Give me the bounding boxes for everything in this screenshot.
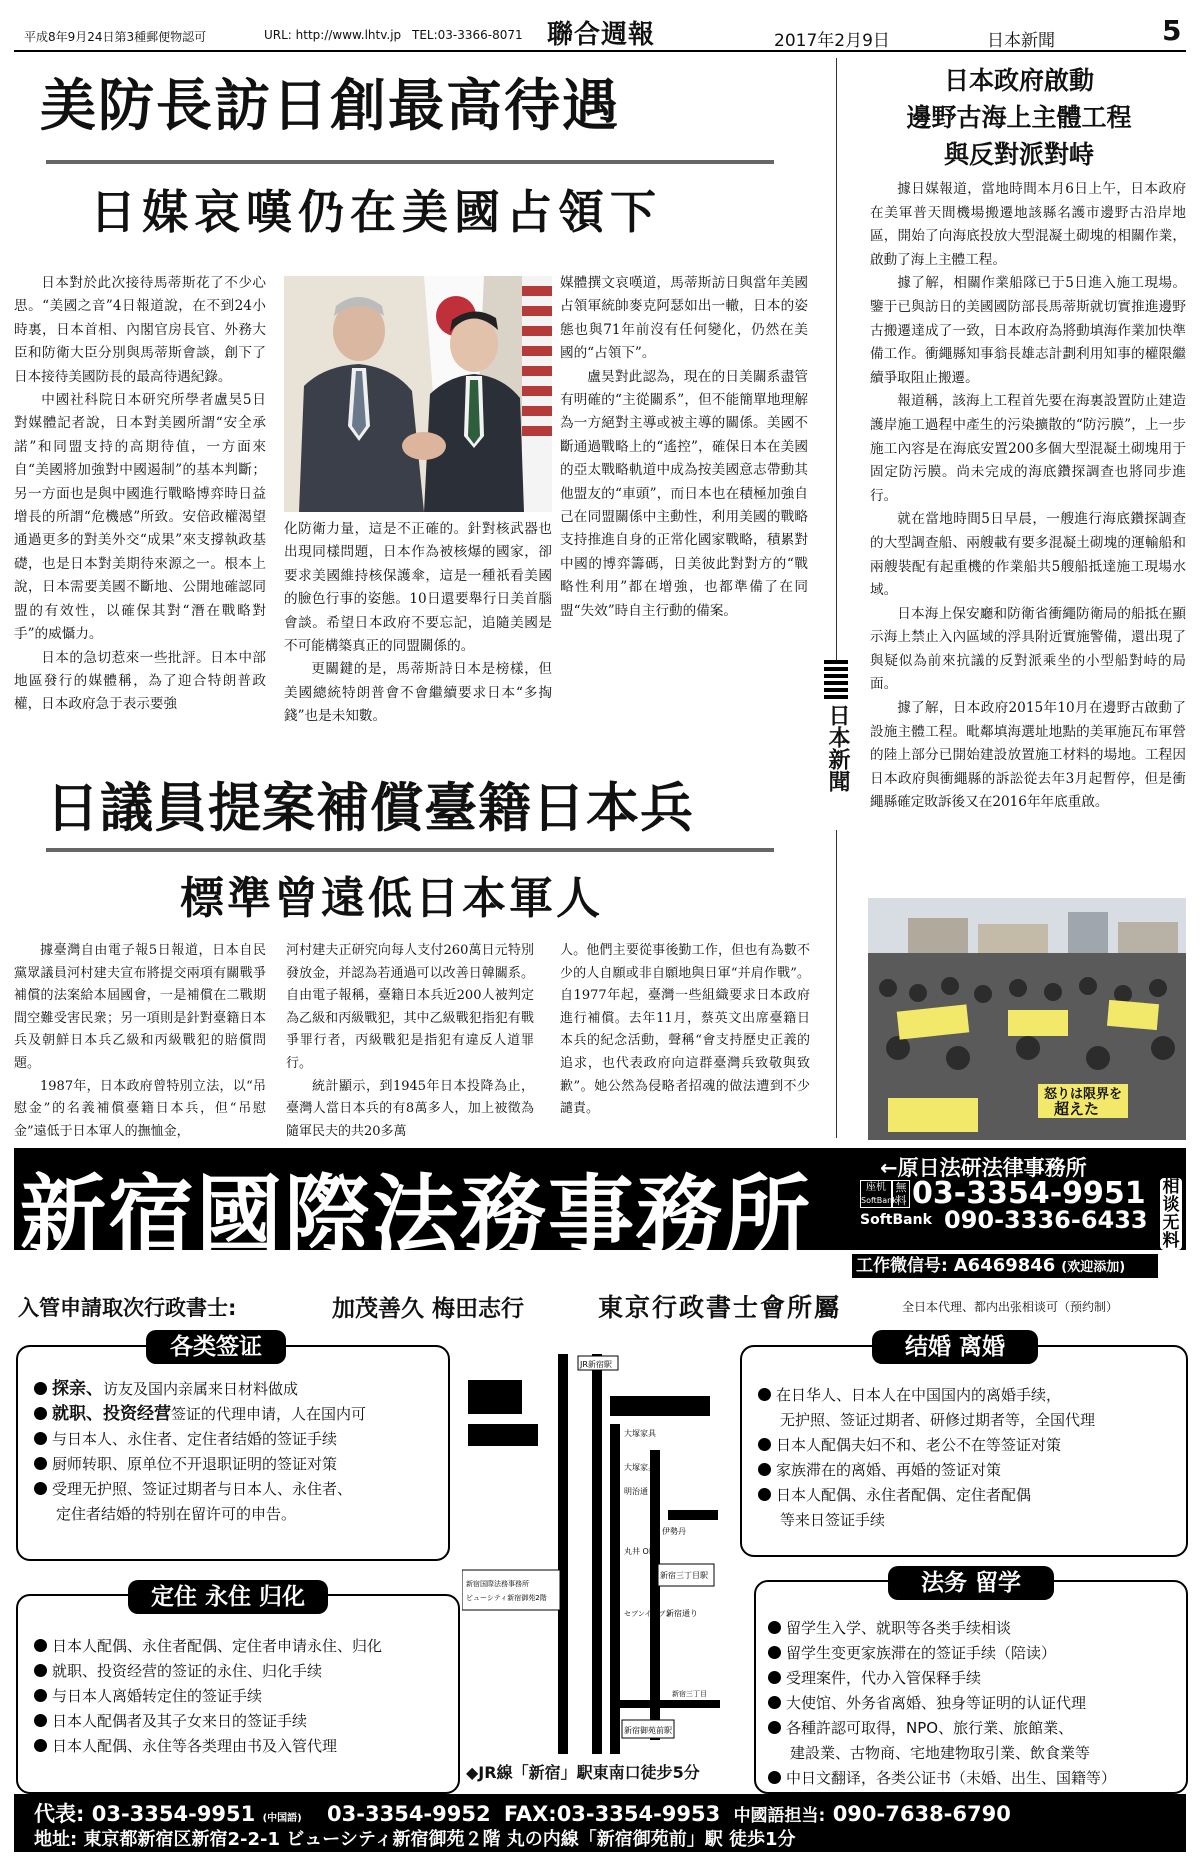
cn-phone[interactable]: 090-7638-6790	[832, 1802, 1011, 1826]
service-item-text: 日本人配偶、永住者配偶、定住者配偶	[776, 1486, 1032, 1504]
headline-rule	[46, 848, 774, 852]
association: 東京行政書士會所屬	[598, 1293, 842, 1322]
service-box-residence	[16, 1594, 460, 1794]
footer-address: 地址: 東京都新宿区新宿2-2-1 ビューシティ新宿御苑２階 丸の内線「新宿御苑前」駅 徒歩1分	[34, 1829, 796, 1850]
service-item-bold: 就职、投资经营	[52, 1404, 171, 1424]
legal-list	[768, 1616, 1116, 1791]
service-item	[34, 1709, 382, 1734]
service-item-text: 厨师转职、原单位不开退职证明的签证对策	[52, 1455, 338, 1473]
service-item	[768, 1691, 1116, 1716]
free-consult-badge: 相谈无料	[1160, 1178, 1182, 1250]
ad-main-title: 新宿國際法務事務所	[20, 1165, 812, 1266]
service-item-text: 建設業、古物商、宅地建物取引業、飲食業等	[790, 1744, 1091, 1762]
visa-list	[34, 1377, 366, 1527]
rep-label: 代表:	[34, 1802, 85, 1826]
rep-note: (中国語)	[262, 1813, 302, 1824]
service-item-text: 受理案件，代办入管保释手续	[786, 1669, 982, 1687]
paragraph: 據了解，日本政府2015年10月在邊野古啟動了設施主體工程。毗鄰填海選址地點的美軍施瓦布軍營的陸上部分已開始建設放置施工材料的場地。工程因日本政府與衝繩縣的訴訟從去年3月起暫停，但是衝繩縣確定敗訴後又在2016年年底重啟。	[870, 700, 1186, 811]
headline-line: 邊野古海上主體工程	[906, 103, 1132, 132]
ad-phone2-label: SoftBank	[860, 1212, 932, 1228]
service-item-text: 与日本人、永住者、定住者结婚的签证手续	[52, 1430, 338, 1448]
map-label: 大塚家具	[624, 1463, 656, 1472]
paragraph: 中國社科院日本研究所學者盧昊5日對媒體記者說，日本對美國所謂“安全承諾”和同盟支持的高期待值，一方面來自“美國將加強對中國遏制”的基本判斷；另一方面也是與中國進行戰略博弈時日益增長的所謂“危機感”所致。安倍政權渴望通過更多的對美外交“成果”來支撐執政基礎，也是日本對美期待來源之一。根本上說，日本需要美國不斷地、公開地確認同盟的有效性，以確保其對“潛在戰略對手”的威懾力。	[14, 392, 266, 643]
service-item-text: 与日本人离婚转定住的签证手续	[52, 1687, 263, 1705]
service-box-legal	[754, 1580, 1188, 1794]
article2-col2	[286, 940, 534, 1140]
service-item	[758, 1433, 1095, 1458]
service-item-text: 大使馆、外务省离婚、独身等证明的认证代理	[786, 1694, 1087, 1712]
bullet-icon	[34, 1664, 47, 1677]
map-label: ビューシティ新宿御苑2階	[466, 1594, 547, 1602]
service-item-text: 家族滞在的离婚、再婚的签证对策	[776, 1461, 1002, 1479]
map-label: 新宿三丁目駅	[660, 1571, 708, 1580]
headline-rule	[46, 160, 774, 164]
paragraph: 據了解，相關作業船隊已于5日進入施工現場。鑒于已與訪日的美國國防部長馬蒂斯就切實推進邊野古搬遷達成了一致，日本政府為將動填海作業加快準備工作。衝繩縣知事翁長雄志計劃利用知事的權限繼續爭取阻止搬遷。	[870, 275, 1186, 386]
bullet-icon	[34, 1457, 47, 1470]
ad-prev-name: ←原日法研法律事務所	[880, 1156, 1087, 1180]
bullet-icon	[34, 1639, 47, 1652]
newspaper-header	[14, 10, 1186, 52]
service-item	[34, 1659, 382, 1684]
service-item-text: 中日文翻译，各类公证书（未婚、出生、国籍等）	[786, 1769, 1117, 1787]
residence-list	[34, 1634, 382, 1759]
map-label: 新宿三丁目	[672, 1690, 707, 1698]
license-text: 平成8年9月24日第3種郵便物認可	[24, 30, 207, 44]
service-item-text: 日本人配偶、永住者配偶、定住者申请永住、归化	[52, 1637, 383, 1655]
bullet-icon	[34, 1407, 47, 1420]
section-side-text: 日本新聞	[825, 704, 850, 792]
phone-tag	[860, 1180, 897, 1208]
service-item	[34, 1452, 366, 1477]
paragraph: 日本對於此次接待馬蒂斯花了不少心思。“美國之音”4日報道說，在不到24小時裏，日本首相、內閣官房長官、外務大臣和防衛大臣分別與馬蒂斯會談，創下了日本接待美國防長的最高待遇紀錄。	[14, 275, 266, 385]
ad-phone1[interactable]: 03-3354-9951	[912, 1176, 1146, 1211]
service-item	[34, 1734, 382, 1759]
service-item	[34, 1502, 366, 1527]
bullet-icon	[768, 1671, 781, 1684]
service-item-text: 定住者结婚的特别在留许可的申告。	[56, 1505, 297, 1523]
paragraph: 報道稱，該海上工程首先要在海裏設置防止建造護岸施工過程中產生的污染擴散的“防污膜”，上一步施工內容是在海底安置200多個大型混凝土砌塊用于固定防污膜。尚未完成的海底鑽探調查也將同步進行。	[870, 393, 1186, 504]
staff-line	[14, 1284, 1186, 1324]
map-label: 伊勢丹	[662, 1527, 686, 1536]
map-label: JR新宿駅	[580, 1360, 612, 1369]
article1-col1	[14, 272, 266, 744]
footer-phones	[34, 1798, 1011, 1828]
article1-col3	[560, 272, 808, 744]
decorative-stripes	[824, 660, 848, 700]
headline-line: 與反對派對峙	[943, 140, 1094, 169]
service-item-text: 日本人配偶者及其子女来日的签证手续	[52, 1712, 308, 1730]
article2-col1	[14, 940, 266, 1140]
bullet-icon	[34, 1432, 47, 1445]
header-tel: TEL:03-3366-8071	[412, 28, 523, 42]
service-item	[768, 1716, 1116, 1741]
service-item	[758, 1458, 1095, 1483]
service-item	[758, 1383, 1095, 1408]
box-title-marriage: 结婚 离婚	[872, 1330, 1038, 1364]
bullet-icon	[758, 1463, 771, 1476]
article2-headline: 日議員提案補償臺籍日本兵	[46, 778, 694, 839]
paragraph: 盧昊對此認為，現在的日美關系盡管有明確的“主從關系”，但不能簡單地理解為一方絕對主導或被主導的關係。美國不斷通過戰略上的“遙控”，確保日本在美國的亞太戰略軌道中成為按美國意志帶動其他盟友的“車頭”，而日本也在積極加強自己在同盟關係中主動性，利用美國的戰略支持推進自身的正常化國家戰略，積累對中國的博弈籌碼，日美彼此對對方的“戰略性利用”都在增強，也都準備了在同盟“失效”時自主行動的備案。	[560, 368, 808, 619]
service-item	[34, 1402, 366, 1427]
service-item-text: 就职、投资经营的签证的永住、归化手续	[52, 1662, 323, 1680]
marriage-list	[758, 1383, 1095, 1533]
footer-phone2[interactable]: 03-3354-9952	[327, 1802, 491, 1826]
protest-photo	[868, 898, 1186, 1140]
bullet-icon	[34, 1382, 47, 1395]
service-item-bold: 探亲、	[52, 1379, 103, 1399]
article3-headline	[852, 62, 1186, 173]
service-item	[34, 1427, 366, 1452]
service-item	[34, 1684, 382, 1709]
bullet-icon	[758, 1438, 771, 1451]
map-label: セブンイレブン	[624, 1610, 673, 1618]
service-item	[768, 1616, 1116, 1641]
wechat-bar	[852, 1254, 1158, 1278]
bullet-icon	[768, 1771, 781, 1784]
free-tag: 無料	[892, 1180, 910, 1208]
service-item	[758, 1408, 1095, 1433]
service-item	[768, 1766, 1116, 1791]
location-map[interactable]	[462, 1340, 728, 1784]
bullet-icon	[768, 1696, 781, 1709]
article2-subhead: 標準曾遠低日本軍人	[180, 873, 603, 924]
service-item	[768, 1741, 1116, 1766]
map-label: 新宿通り	[666, 1609, 698, 1618]
bullet-icon	[34, 1714, 47, 1727]
protest-sign-text: 超えた	[1054, 1100, 1100, 1118]
article3-body	[870, 178, 1186, 898]
service-item-text: 在日华人、日本人在中国国内的离婚手续，	[776, 1386, 1062, 1404]
service-item	[34, 1634, 382, 1659]
article1-subhead: 日媒哀嘆仍在美國占領下	[90, 185, 662, 239]
bullet-icon	[34, 1689, 47, 1702]
ad-footer	[14, 1794, 1186, 1852]
service-item-text: 等来日签证手续	[780, 1511, 886, 1529]
ad-phone2[interactable]: 090-3336-6433	[944, 1206, 1148, 1234]
article2-col3	[560, 940, 810, 1140]
service-item-text: 无护照、签证过期者、研修过期者等，全国代理	[780, 1411, 1096, 1429]
wechat-label: 工作微信号:	[856, 1256, 948, 1276]
paragraph: 河村建夫正研究向每人支付260萬日元特別發放金，并認為若通過可以改善日韓關系。自由電子報稱，臺籍日本兵近200人被判定為乙級和丙級戰犯，其中乙級戰犯指犯有戰爭罪行者，丙級戰犯是指犯有違反人道罪行。	[286, 943, 534, 1071]
headline-line: 日本政府啟動	[943, 66, 1094, 95]
wechat-id[interactable]: A6469846	[953, 1255, 1056, 1276]
service-box-visa	[16, 1345, 450, 1561]
box-title-legal: 法务 留学	[888, 1566, 1054, 1600]
service-item-text: 访友及国内亲属来日材料做成	[103, 1380, 299, 1398]
paragraph: 統計顯示，到1945年日本投降為止，臺灣人當日本兵的有8萬多人，加上被徵為隨軍民夫的共20多萬	[286, 1078, 534, 1139]
box-title-residence: 定住 永住 归化	[128, 1580, 328, 1614]
service-item-text: 各種許認可取得，NPO、旅行業、旅館業、	[786, 1719, 1074, 1737]
article1-headline: 美防長訪日創最高待遇	[40, 74, 620, 139]
service-item	[34, 1377, 366, 1402]
bullet-icon	[758, 1488, 771, 1501]
service-item	[758, 1483, 1095, 1508]
association-note: 全日本代理、都内出张相谈可（预约制）	[902, 1300, 1119, 1314]
section-name: 日本新聞	[987, 31, 1055, 51]
service-box-marriage	[740, 1345, 1188, 1557]
paragraph: 日本的急切惹來一些批評。日本中部地區發行的媒體稱，為了迎合特朗普政權，日本政府急于表示要強	[14, 649, 266, 713]
phone-tag-text: 座机	[866, 1182, 886, 1193]
map-label: 新宿国際法務事務所	[466, 1580, 529, 1588]
service-item	[758, 1508, 1095, 1533]
service-item-text: 留学生入学、就职等各类手续相谈	[786, 1619, 1012, 1637]
map-caption: ◆JR線「新宿」駅東南口徒步5分	[466, 1763, 700, 1782]
page-number: 5	[1162, 14, 1182, 47]
map-label: 丸井 OIOI	[624, 1547, 660, 1556]
paragraph: 就在當地時間5日早晨，一艘進行海底鑽探調查的大型調查船、兩艘載有要多混凝土砌塊的運輸船和兩艘裝配有起重機的作業船共5艘船抵達施工現場水域。	[870, 511, 1186, 599]
handshake-photo	[284, 276, 552, 512]
bullet-icon	[768, 1646, 781, 1659]
header-url[interactable]: URL: http://www.lhtv.jp	[264, 28, 402, 42]
staff-label: 入管申請取次行政書士:	[18, 1296, 237, 1320]
service-item	[768, 1666, 1116, 1691]
paragraph: 人。他們主要從事後勤工作，但也有為數不少的人自願或非自願地與日軍“并肩作戰”。自1977年起，臺灣一些組織要求日本政府進行補償。去年11月，蔡英文出席臺籍日本兵的紀念活動，聲稱“會支持歷史正義的追求，也代表政府向這群臺灣兵致敬與致歉”。她公然為侵略者招魂的做法遭到不少譴責。	[560, 943, 810, 1117]
paragraph: 據日媒報道，當地時間本月6日上午，日本政府在美軍普天間機場搬遷地該縣名護市邊野古沿岸地區，開始了向海底投放大型混凝土砌塊的相關作業，啟動了海上主體工程。	[870, 181, 1186, 268]
bullet-icon	[34, 1739, 47, 1752]
bullet-icon	[768, 1721, 781, 1734]
service-item-text: 日本人配偶、永住等各类理由书及入管代理	[52, 1737, 338, 1755]
service-item-text: 签证的代理申请，人在国内可	[171, 1405, 367, 1423]
service-item	[768, 1641, 1116, 1666]
issue-date: 2017年2月9日	[774, 31, 890, 51]
rep-phone[interactable]: 03-3354-9951	[91, 1802, 256, 1826]
column-divider	[836, 58, 837, 1138]
paragraph: 媒體撰文哀嘆道，馬蒂斯訪日與當年美國占領軍統帥麥克阿瑟如出一轍，日本的姿態也與71年前沒有任何變化，仍然在美國的“占領下”。	[560, 275, 808, 362]
protest-sign-text: 怒りは限界を	[1044, 1087, 1123, 1102]
paragraph: 據臺灣自由電子報5日報道，日本自民黨眾議員河村建夫宣布將提交兩項有關戰爭補償的法案給本屆國會，一是補償在二戰期間空難受害民衆；另一項則是針對臺籍日本兵及朝鮮日本兵乙級和丙級戰犯的賠償問題。	[14, 943, 266, 1071]
paragraph: 1987年，日本政府曾特別立法，以“吊慰金”的名義補償臺籍日本兵，但“吊慰金”遠低于日本軍人的撫恤金，	[14, 1078, 266, 1139]
map-label: 明治通り	[624, 1487, 656, 1496]
staff-names: 加茂善久 梅田志行	[332, 1296, 525, 1322]
paragraph: 更關鍵的是，馬蒂斯詩日本是榜樣，但美國總統特朗普會不會繼續要求日本“多掏錢”也是未知數。	[284, 661, 552, 725]
paragraph: 日本海上保安廳和防衛省衝繩防衛局的船抵在顯示海上禁止入內區域的浮具附近實施警備，還出現了與疑似為前來抗議的反對派乘坐的小型船對峙的局面。	[870, 605, 1186, 693]
box-title-visa: 各类签证	[146, 1330, 286, 1364]
bullet-icon	[34, 1482, 47, 1495]
article1-col2	[284, 518, 552, 744]
cn-label: 中國語担当:	[733, 1806, 826, 1826]
service-item-text: 日本人配偶夫妇不和、老公不在等签证对策	[776, 1436, 1062, 1454]
section-side-label	[822, 660, 850, 830]
service-item-text: 留学生变更家族滞在的签证手续（陪读）	[786, 1644, 1057, 1662]
footer-fax: FAX:03-3354-9953	[503, 1802, 721, 1826]
masthead: 聯合週報	[547, 20, 656, 50]
wechat-note: (欢迎添加)	[1061, 1260, 1126, 1275]
map-label: 新宿御苑前駅	[624, 1726, 672, 1735]
map-label: 大塚家具	[624, 1429, 656, 1438]
service-item-text: 受理无护照、签证过期者与日本人、永住者、	[52, 1480, 353, 1498]
phone-tag-text: SoftBank	[861, 1196, 897, 1205]
bullet-icon	[768, 1621, 781, 1634]
paragraph: 化防衛力量，這是不正確的。針對核武器也出現同樣問題，日本作為被核爆的國家，卻要求美國維持核保護傘，這是一種祇看美國的臉色行事的姿態。10日還要舉行日美首腦會談。希望日本政府不要忘記，追隨美國是不可能構築真正的同盟關係的。	[284, 521, 552, 655]
bullet-icon	[758, 1388, 771, 1401]
service-item	[34, 1477, 366, 1502]
